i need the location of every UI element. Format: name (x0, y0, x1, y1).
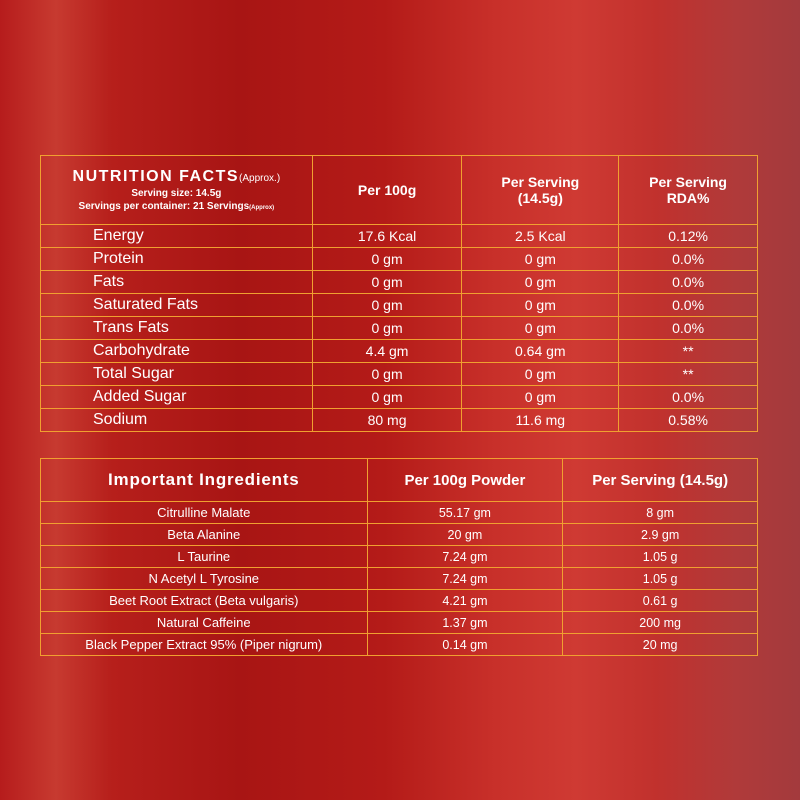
per-100g-value: 4.4 gm (312, 340, 462, 363)
table-row (41, 546, 758, 568)
table-row (41, 340, 758, 363)
per-100g-value: 0 gm (312, 317, 462, 340)
per-100g-value: 7.24 gm (367, 568, 563, 590)
per-serving-value: 0.61 g (563, 590, 758, 612)
rda-value: ** (619, 340, 758, 363)
per-100g-value: 7.24 gm (367, 546, 563, 568)
per-serving-value: 0 gm (462, 271, 619, 294)
nutrition-title-cell (41, 156, 313, 225)
rda-value: 0.0% (619, 386, 758, 409)
serving-size: Serving size: 14.5g (131, 188, 222, 199)
rda-value: 0.58% (619, 409, 758, 432)
per-100g-value: 20 gm (367, 524, 563, 546)
per-100g-value: 0 gm (312, 248, 462, 271)
nutrient-label: Carbohydrate (41, 340, 313, 363)
nutrition-title: NUTRITION FACTS(Approx.) (72, 168, 281, 185)
nutrition-body (41, 225, 758, 432)
col-header-per-serving-14-5g: Per Serving (14.5g) (563, 459, 758, 502)
per-serving-value: 1.05 g (563, 568, 758, 590)
ingredient-name: Beta Alanine (41, 524, 368, 546)
table-row (41, 225, 758, 248)
servings-per-container: Servings per container: 21 Servings(Approx) (78, 201, 275, 212)
nutrient-label: Sodium (41, 409, 313, 432)
nutrient-label: Energy (41, 225, 313, 248)
per-serving-value: 2.5 Kcal (462, 225, 619, 248)
ingredients-title: Important Ingredients (41, 459, 368, 502)
rda-value: 0.0% (619, 248, 758, 271)
per-100g-value: 80 mg (312, 409, 462, 432)
nutrient-label: Added Sugar (41, 386, 313, 409)
table-row (41, 568, 758, 590)
rda-value: 0.0% (619, 317, 758, 340)
table-row (41, 248, 758, 271)
nutrition-approx-note: (Approx.) (239, 173, 281, 184)
col-header-per-100g-powder: Per 100g Powder (367, 459, 563, 502)
rda-value: ** (619, 363, 758, 386)
per-serving-value: 0 gm (462, 294, 619, 317)
ingredient-name: N Acetyl L Tyrosine (41, 568, 368, 590)
nutrient-label: Fats (41, 271, 313, 294)
per-100g-value: 1.37 gm (367, 612, 563, 634)
table-row (41, 386, 758, 409)
per-serving-value: 200 mg (563, 612, 758, 634)
ingredient-name: L Taurine (41, 546, 368, 568)
per-serving-value: 8 gm (563, 502, 758, 524)
col-header-per-serving: Per Serving (14.5g) (462, 156, 619, 225)
table-row (41, 317, 758, 340)
nutrient-label: Saturated Fats (41, 294, 313, 317)
col-header-per-100g: Per 100g (312, 156, 462, 225)
per-serving-value: 2.9 gm (563, 524, 758, 546)
per-100g-value: 0 gm (312, 294, 462, 317)
nutrient-label: Total Sugar (41, 363, 313, 386)
per-100g-value: 0 gm (312, 386, 462, 409)
table-row (41, 590, 758, 612)
per-100g-value: 0 gm (312, 271, 462, 294)
table-row (41, 502, 758, 524)
per-100g-value: 17.6 Kcal (312, 225, 462, 248)
rda-value: 0.12% (619, 225, 758, 248)
ingredients-body (41, 502, 758, 656)
per-100g-value: 0.14 gm (367, 634, 563, 656)
per-100g-value: 55.17 gm (367, 502, 563, 524)
per-serving-value: 1.05 g (563, 546, 758, 568)
ingredient-name: Natural Caffeine (41, 612, 368, 634)
per-100g-value: 4.21 gm (367, 590, 563, 612)
nutrient-label: Protein (41, 248, 313, 271)
per-serving-value: 0 gm (462, 248, 619, 271)
table-row (41, 409, 758, 432)
nutrition-header-row (41, 156, 758, 225)
per-serving-value: 0 gm (462, 386, 619, 409)
table-row (41, 363, 758, 386)
table-row (41, 294, 758, 317)
per-serving-value: 0.64 gm (462, 340, 619, 363)
rda-value: 0.0% (619, 294, 758, 317)
ingredient-name: Beet Root Extract (Beta vulgaris) (41, 590, 368, 612)
table-row (41, 634, 758, 656)
per-serving-value: 11.6 mg (462, 409, 619, 432)
per-serving-value: 0 gm (462, 317, 619, 340)
nutrition-facts-table (40, 155, 758, 432)
table-row (41, 612, 758, 634)
table-row (41, 271, 758, 294)
ingredients-header-row (41, 459, 758, 502)
rda-value: 0.0% (619, 271, 758, 294)
ingredients-table (40, 458, 758, 656)
table-row (41, 524, 758, 546)
per-serving-value: 20 mg (563, 634, 758, 656)
ingredient-name: Citrulline Malate (41, 502, 368, 524)
nutrient-label: Trans Fats (41, 317, 313, 340)
ingredient-name: Black Pepper Extract 95% (Piper nigrum) (41, 634, 368, 656)
per-serving-value: 0 gm (462, 363, 619, 386)
per-100g-value: 0 gm (312, 363, 462, 386)
col-header-rda: Per Serving RDA% (619, 156, 758, 225)
